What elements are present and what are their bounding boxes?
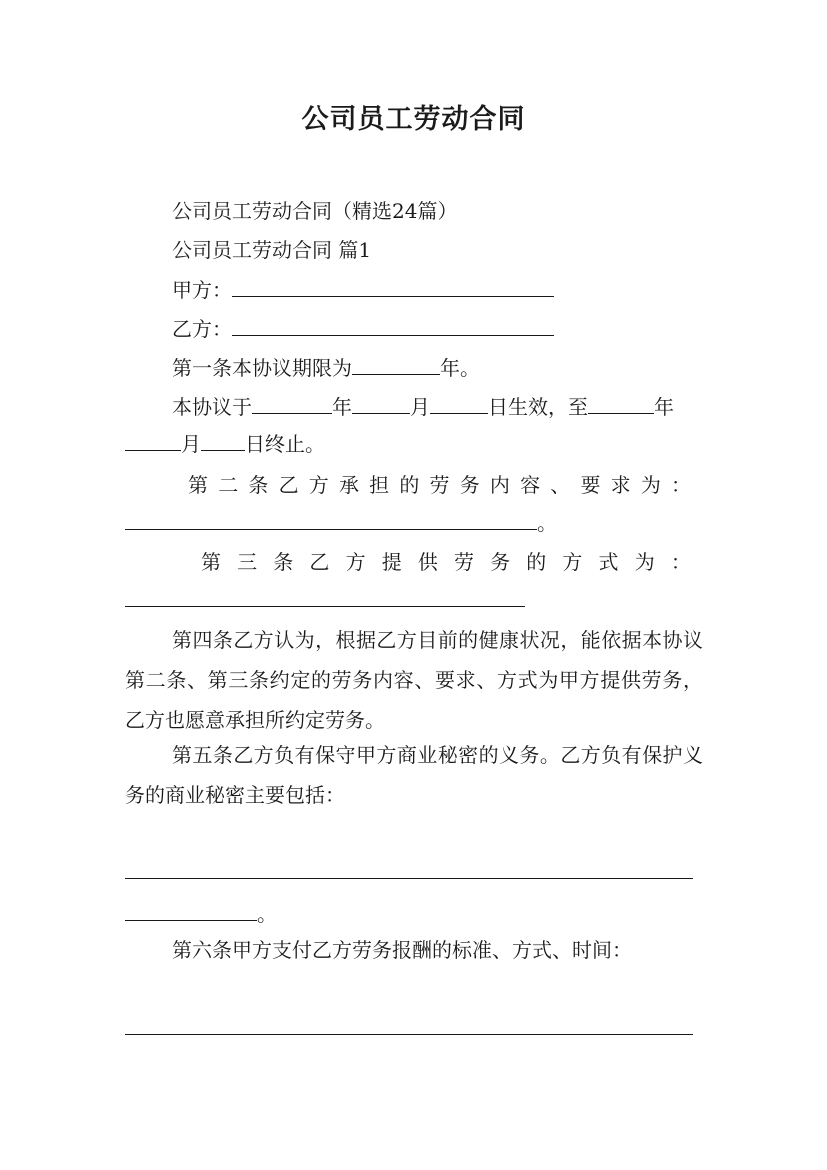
article-1-end: 年。 xyxy=(440,356,480,380)
article-3-char: ： xyxy=(670,550,691,574)
start-month-blank xyxy=(352,393,410,414)
article-5-blank-1 xyxy=(125,878,693,879)
article-3-char: 第 xyxy=(201,550,221,574)
article-2-char: 的 xyxy=(399,473,420,497)
article-2-heading xyxy=(188,470,691,500)
article-3-char: 劳 xyxy=(453,550,474,574)
term-years-blank xyxy=(352,354,440,375)
article-3-char: 供 xyxy=(417,550,438,574)
article-3-char: 务 xyxy=(490,550,511,574)
article-1 xyxy=(172,353,750,383)
article-2-blank xyxy=(125,509,537,530)
article-3-char: 方 xyxy=(562,550,583,574)
term-start-text: 本协议于 xyxy=(172,395,252,419)
article-2-char: 求 xyxy=(610,473,631,497)
article-2-char: 二 xyxy=(218,473,239,497)
article-5-blank-2 xyxy=(125,900,257,921)
party-b-label: 乙方： xyxy=(172,317,232,341)
article-2-blank-line xyxy=(125,508,703,538)
article-3-blank xyxy=(125,606,525,607)
term-line xyxy=(125,392,703,422)
article-3-char: 方 xyxy=(345,550,366,574)
article-4: 第四条乙方认为，根据乙方目前的健康状况，能依据本协议第二条、第三条约定的劳务内容、要求、方式为甲方提供劳务，乙方也愿意承担所约定劳务。 xyxy=(125,628,703,732)
article-2-char: 为 xyxy=(640,473,661,497)
article-2-char: 内 xyxy=(489,473,510,497)
article-3-char: 的 xyxy=(526,550,547,574)
party-a-line xyxy=(172,275,750,305)
article-3-char: 为 xyxy=(634,550,655,574)
article-3-char: 乙 xyxy=(309,550,330,574)
start-day-blank xyxy=(430,393,488,414)
document-title: 公司员工劳动合同 xyxy=(301,104,526,135)
article-2-char: 方 xyxy=(308,473,329,497)
term-end-line xyxy=(125,429,703,459)
start-year-label: 年 xyxy=(332,395,352,419)
article-2-char: ： xyxy=(671,473,691,497)
start-year-blank xyxy=(252,393,332,414)
article-3-char: 三 xyxy=(237,550,258,574)
document-subtitle: 公司员工劳动合同（精选24篇） xyxy=(172,199,458,223)
article-5-blank-line-2 xyxy=(125,899,703,929)
end-day-blank xyxy=(201,430,245,451)
end-month-label: 月 xyxy=(181,432,201,456)
article-6: 第六条甲方支付乙方劳务报酬的标准、方式、时间： xyxy=(172,938,632,962)
end-year-label: 年 xyxy=(654,395,674,419)
article-3-char: 条 xyxy=(273,550,294,574)
article-3-heading xyxy=(201,547,691,577)
article-2-char: 条 xyxy=(248,473,269,497)
article-2-char: 担 xyxy=(369,473,390,497)
article-2-char: 乙 xyxy=(278,473,299,497)
article-3-char: 提 xyxy=(381,550,402,574)
end-year-blank xyxy=(588,393,654,414)
article-3-char: 式 xyxy=(598,550,619,574)
end-month-blank xyxy=(125,430,181,451)
article-5: 第五条乙方负有保守甲方商业秘密的义务。乙方负有保护义务的商业秘密主要包括： xyxy=(125,743,703,807)
article-2-char: 容 xyxy=(520,473,541,497)
article-2-char: 务 xyxy=(459,473,480,497)
start-month-label: 月 xyxy=(410,395,430,419)
article-1-text: 第一条本协议期限为 xyxy=(172,356,352,380)
article-2-char: 要 xyxy=(580,473,601,497)
party-b-blank xyxy=(232,315,554,336)
article-2-char: 劳 xyxy=(429,473,450,497)
article-5-period: 。 xyxy=(257,902,277,926)
article-2-char: 承 xyxy=(338,473,359,497)
start-day-text: 日生效，至 xyxy=(488,395,588,419)
party-a-blank xyxy=(232,276,554,297)
article-2-char: 、 xyxy=(550,473,571,497)
party-a-label: 甲方： xyxy=(172,278,232,302)
article-6-blank xyxy=(125,1034,693,1035)
section-heading: 公司员工劳动合同 篇1 xyxy=(172,238,372,262)
article-2-char: 第 xyxy=(188,473,208,497)
article-2-period: 。 xyxy=(537,511,557,535)
end-day-text: 日终止。 xyxy=(245,432,325,456)
party-b-line xyxy=(172,314,750,344)
